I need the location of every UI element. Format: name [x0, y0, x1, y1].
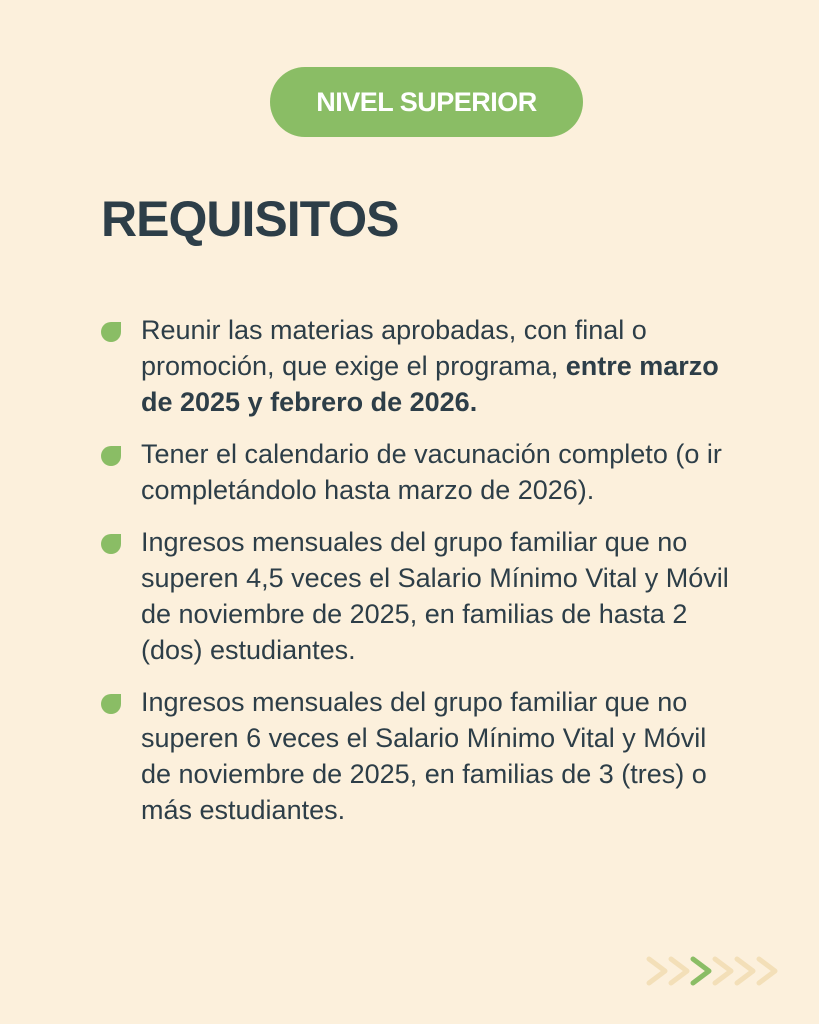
list-item [101, 684, 741, 828]
leaf-bullet-icon [101, 322, 121, 342]
requirements-list [101, 312, 741, 844]
leaf-bullet-icon [101, 534, 121, 554]
leaf-bullet-icon [101, 694, 121, 714]
item-text: Reunir las materias aprobadas, con final o promoción, que exige el programa, entre marzo de 2025 y febrero de 2026. [141, 315, 719, 417]
level-badge: NIVEL SUPERIOR [270, 67, 583, 137]
chevron-right-icon [753, 955, 782, 987]
list-item [101, 524, 741, 668]
chevron-decoration [643, 955, 775, 987]
item-text: Ingresos mensuales del grupo familiar que no superen 4,5 veces el Salario Mínimo Vital y Móvil de noviembre de 2025, en familias de hasta 2 (dos) estudiantes. [141, 527, 729, 665]
list-item [101, 312, 741, 420]
list-item [101, 436, 741, 508]
item-text: Ingresos mensuales del grupo familiar que no superen 6 veces el Salario Mínimo Vital y Móvil de noviembre de 2025, en familias de 3 (tres) o más estudiantes. [141, 687, 707, 825]
page-title: REQUISITOS [101, 191, 399, 247]
leaf-bullet-icon [101, 446, 121, 466]
item-text: Tener el calendario de vacunación completo (o ir completándolo hasta marzo de 2026). [141, 439, 722, 505]
